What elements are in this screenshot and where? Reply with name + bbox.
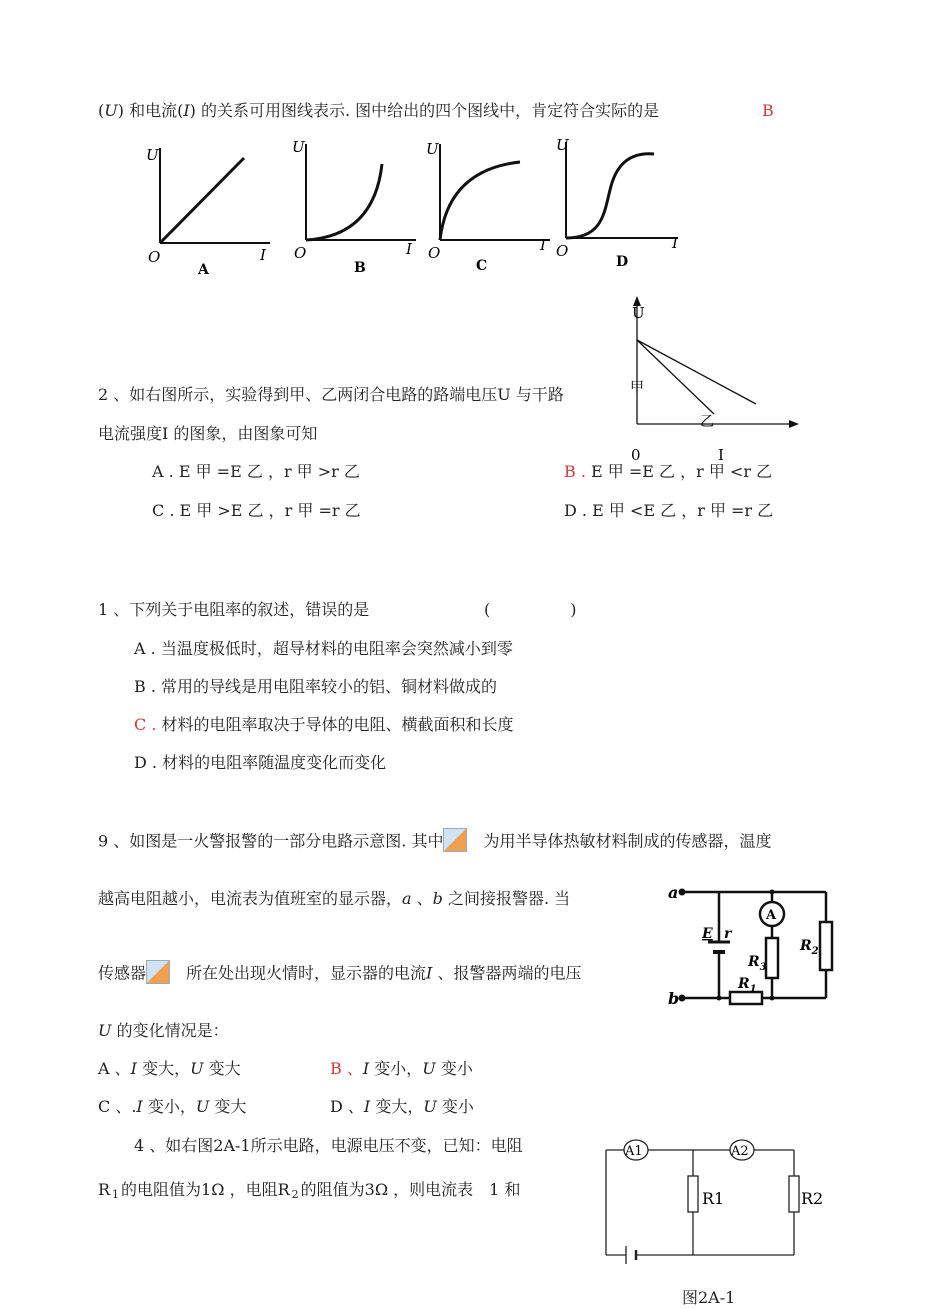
graph-c-i-label: I: [540, 236, 546, 254]
q2-option-d: D . E 甲 <E 乙 ，r 甲 =r 乙: [564, 501, 774, 520]
q2-graph-u-label: U: [632, 304, 645, 322]
q1-option-c: C . 材料的电阻率取决于导体的电阻、横截面积和长度: [134, 715, 514, 734]
q4-line1: 4 、如右图2A-1所示电路，电源电压不变，已知：电阻: [134, 1136, 523, 1155]
q9-option-d: D 、I 变大，U 变小: [330, 1097, 474, 1116]
graph-d-letter: D: [616, 254, 629, 270]
q2-line1: 2 、如右图所示，实验得到甲、乙两闭合电路的路端电压U 与干路: [98, 385, 564, 404]
junction-dot: [770, 890, 775, 895]
ammeter-label: A: [766, 908, 777, 923]
sensor-image-icon: [146, 960, 170, 984]
q4-resistor-r2: [789, 1176, 799, 1212]
q1-stem: 1 、下列关于电阻率的叙述，错误的是: [98, 600, 370, 619]
q2-graph-jia-label: 甲: [630, 380, 644, 396]
question-uv-answer: B: [762, 101, 774, 120]
circuit-label-r3: $R_3$: [748, 954, 767, 973]
q2-graph-yi-label: 乙: [700, 414, 714, 430]
q2-line2: 电流强度I 的图象，由图象可知: [98, 424, 318, 443]
q2-graph-line-jia: [637, 340, 714, 414]
graph-b-origin: O: [294, 244, 307, 262]
graph-a-letter: A: [198, 262, 209, 278]
q2-option-c: C . E 甲 >E 乙 ，r 甲 =r 乙: [152, 501, 361, 520]
q2-graph-line-yi: [637, 340, 756, 404]
graph-c-letter: C: [476, 258, 488, 274]
resistor-r1: [730, 992, 762, 1004]
q1-option-a: A . 当温度极低时，超导材料的电阻率会突然减小到零: [134, 639, 513, 658]
graph-d-i-label: I: [672, 234, 678, 252]
q2-graph-origin: 0: [631, 446, 641, 464]
circuit-label-r: r: [724, 926, 732, 942]
q4-ammeter-a1-label: A1: [625, 1144, 643, 1159]
circuit-label-r2: $R_2$: [800, 938, 819, 957]
graph-b-i-label: I: [406, 240, 412, 258]
graph-a-curve: [160, 158, 244, 243]
q2-graph: [622, 294, 807, 469]
graph-b-u-label: U: [292, 138, 305, 156]
fire-alarm-circuit: [664, 880, 839, 1015]
graph-a-origin: O: [148, 248, 161, 266]
resistor-r2: [820, 922, 832, 970]
q1-option-b: B . 常用的导线是用电阻率较小的铝、铜材料做成的: [134, 677, 498, 696]
circuit-label-b: b: [668, 989, 680, 1008]
q1-option-d: D . 材料的电阻率随温度变化而变化: [134, 753, 387, 772]
question-uv-stem: (U) 和电流(I) 的关系可用图线表示. 图中给出的四个图线中，肯定符合实际的是: [98, 101, 660, 120]
junction-dot: [717, 996, 722, 1001]
graph-d-origin: O: [556, 242, 569, 260]
graph-c-origin: O: [428, 244, 441, 262]
q9-option-b: B 、I 变小，U 变小: [330, 1059, 473, 1078]
resistor-r3: [766, 938, 778, 978]
q9-line2: 越高电阻越小，电流表为值班室的显示器，a 、b 之间接报警器. 当: [98, 889, 571, 908]
q9-line4: U 的变化情况是：: [98, 1021, 229, 1040]
graph-c-u-label: U: [426, 140, 439, 158]
circuit-label-e: E: [702, 926, 713, 942]
q9-line3: 传感器 所在处出现火情时，显示器的电流I 、报警器两端的电压: [98, 962, 581, 986]
junction-dot: [770, 996, 775, 1001]
q9-line1: 9 、如图是一火警报警的一部分电路示意图. 其中 为用半导体热敏材料制成的传感器，温度: [98, 830, 771, 854]
graph-a-u-label: U: [146, 146, 159, 164]
q4-line2: R 1 的电阻值为1Ω ，电阻R 2 的阻值为3Ω ，则电流表 1 和: [98, 1180, 521, 1201]
q4-label-r1: R1: [702, 1189, 725, 1208]
graph-b-letter: B: [354, 260, 366, 276]
q4-figure-caption: 图2A-1: [682, 1288, 736, 1307]
q9-option-c: C 、.I 变小，U 变大: [98, 1097, 247, 1116]
q2-graph-i-arrow: [789, 420, 799, 428]
terminal-b: [679, 995, 686, 1002]
graph-d-curve: [566, 154, 654, 238]
q2-option-a: A . E 甲 =E 乙 ，r 甲 >r 乙: [152, 462, 360, 481]
q2-option-b: B . E 甲 =E 乙 ，r 甲 <r 乙: [564, 462, 773, 481]
q4-ammeter-a2-label: A2: [731, 1144, 749, 1159]
q1-paren: ( ): [484, 600, 577, 619]
graph-a-i-label: I: [260, 246, 266, 264]
graph-b-curve: [306, 164, 382, 240]
q2-graph-i-label: I: [718, 446, 724, 464]
q4-resistor-r1: [688, 1176, 698, 1212]
graph-c: [424, 134, 564, 279]
q4-label-r2: R2: [801, 1189, 824, 1208]
q4-circuit: [596, 1130, 826, 1270]
circuit-label-r1: $R_1$: [738, 976, 757, 995]
graph-d-u-label: U: [556, 136, 569, 154]
q9-option-a: A 、I 变大，U 变大: [98, 1059, 241, 1078]
graph-c-curve: [440, 162, 520, 240]
graph-a: [142, 140, 282, 280]
graph-b: [286, 134, 426, 279]
terminal-a: [679, 889, 686, 896]
circuit-label-a: a: [668, 883, 679, 902]
sensor-image-icon: [443, 828, 467, 852]
graph-d: [554, 130, 694, 275]
